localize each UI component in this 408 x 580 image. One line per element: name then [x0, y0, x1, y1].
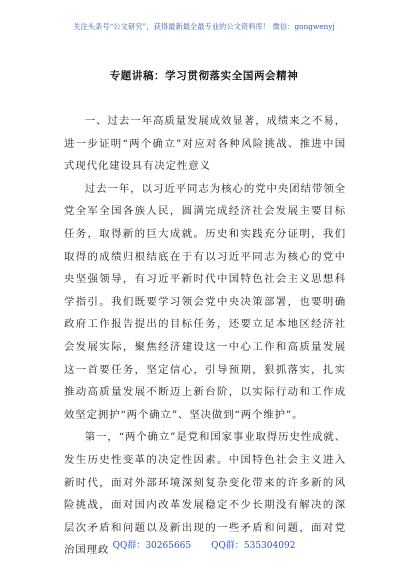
section-heading-paragraph: 一、过去一年高质量发展成效显著，成绩来之不易，进一步证明“两个确立”对应对各种风险挑战、推进中国式现代化建设具有决定性意义: [64, 115, 346, 173]
header-promo-note: 关注头条号“公文研究”，获得最新最全最专业的公文资料库！ 微信：gongwenyj: [73, 22, 335, 31]
footer-qq-group-2: QQ群：535304092: [211, 541, 296, 551]
footer-qq-group-1: QQ群：30265665: [112, 541, 192, 551]
document-title: 专题讲稿：学习贯彻落实全国两会精神: [109, 70, 299, 82]
body-paragraph: 第一，“两个确立”是党和国家事业取得历史性成就、发生历史性变革的决定性因素。中国特色社会主义进入新时代，面对外部环境深刻复杂变化带来的许多新的风险挑战，面对国内改革发展稳定不少长期没有解决的深层次矛盾和问题以及新出现的一些矛盾和问题，面对党治国理政: [64, 431, 346, 557]
body-paragraph: 过去一年，以习近平同志为核心的党中央团结带领全党全军全国各族人民，圆满完成经济社会发展主要目标任务，取得新的巨大成就。历史和实践充分证明，我们取得的成绩归根结底在于有以习近平同志为核心的党中央坚强领导，有习近平新时代中国特色社会主义思想科学指引。我们既要学习领会党中央决策部署，也要明确政府工作报告提出的目标任务，还要立足本地区经济社会发展实际，聚焦经济建设这一中心工作和高质量发展这一首要任务，坚定信心，引导预期，狠抓落实，扎实推动高质量发展不断迈上新台阶，以实际行动和工作成效坚定拥护“两个确立”、坚决做到“两个维护”。: [64, 182, 346, 421]
document-body: [64, 110, 346, 562]
footer-contact: [0, 538, 408, 551]
